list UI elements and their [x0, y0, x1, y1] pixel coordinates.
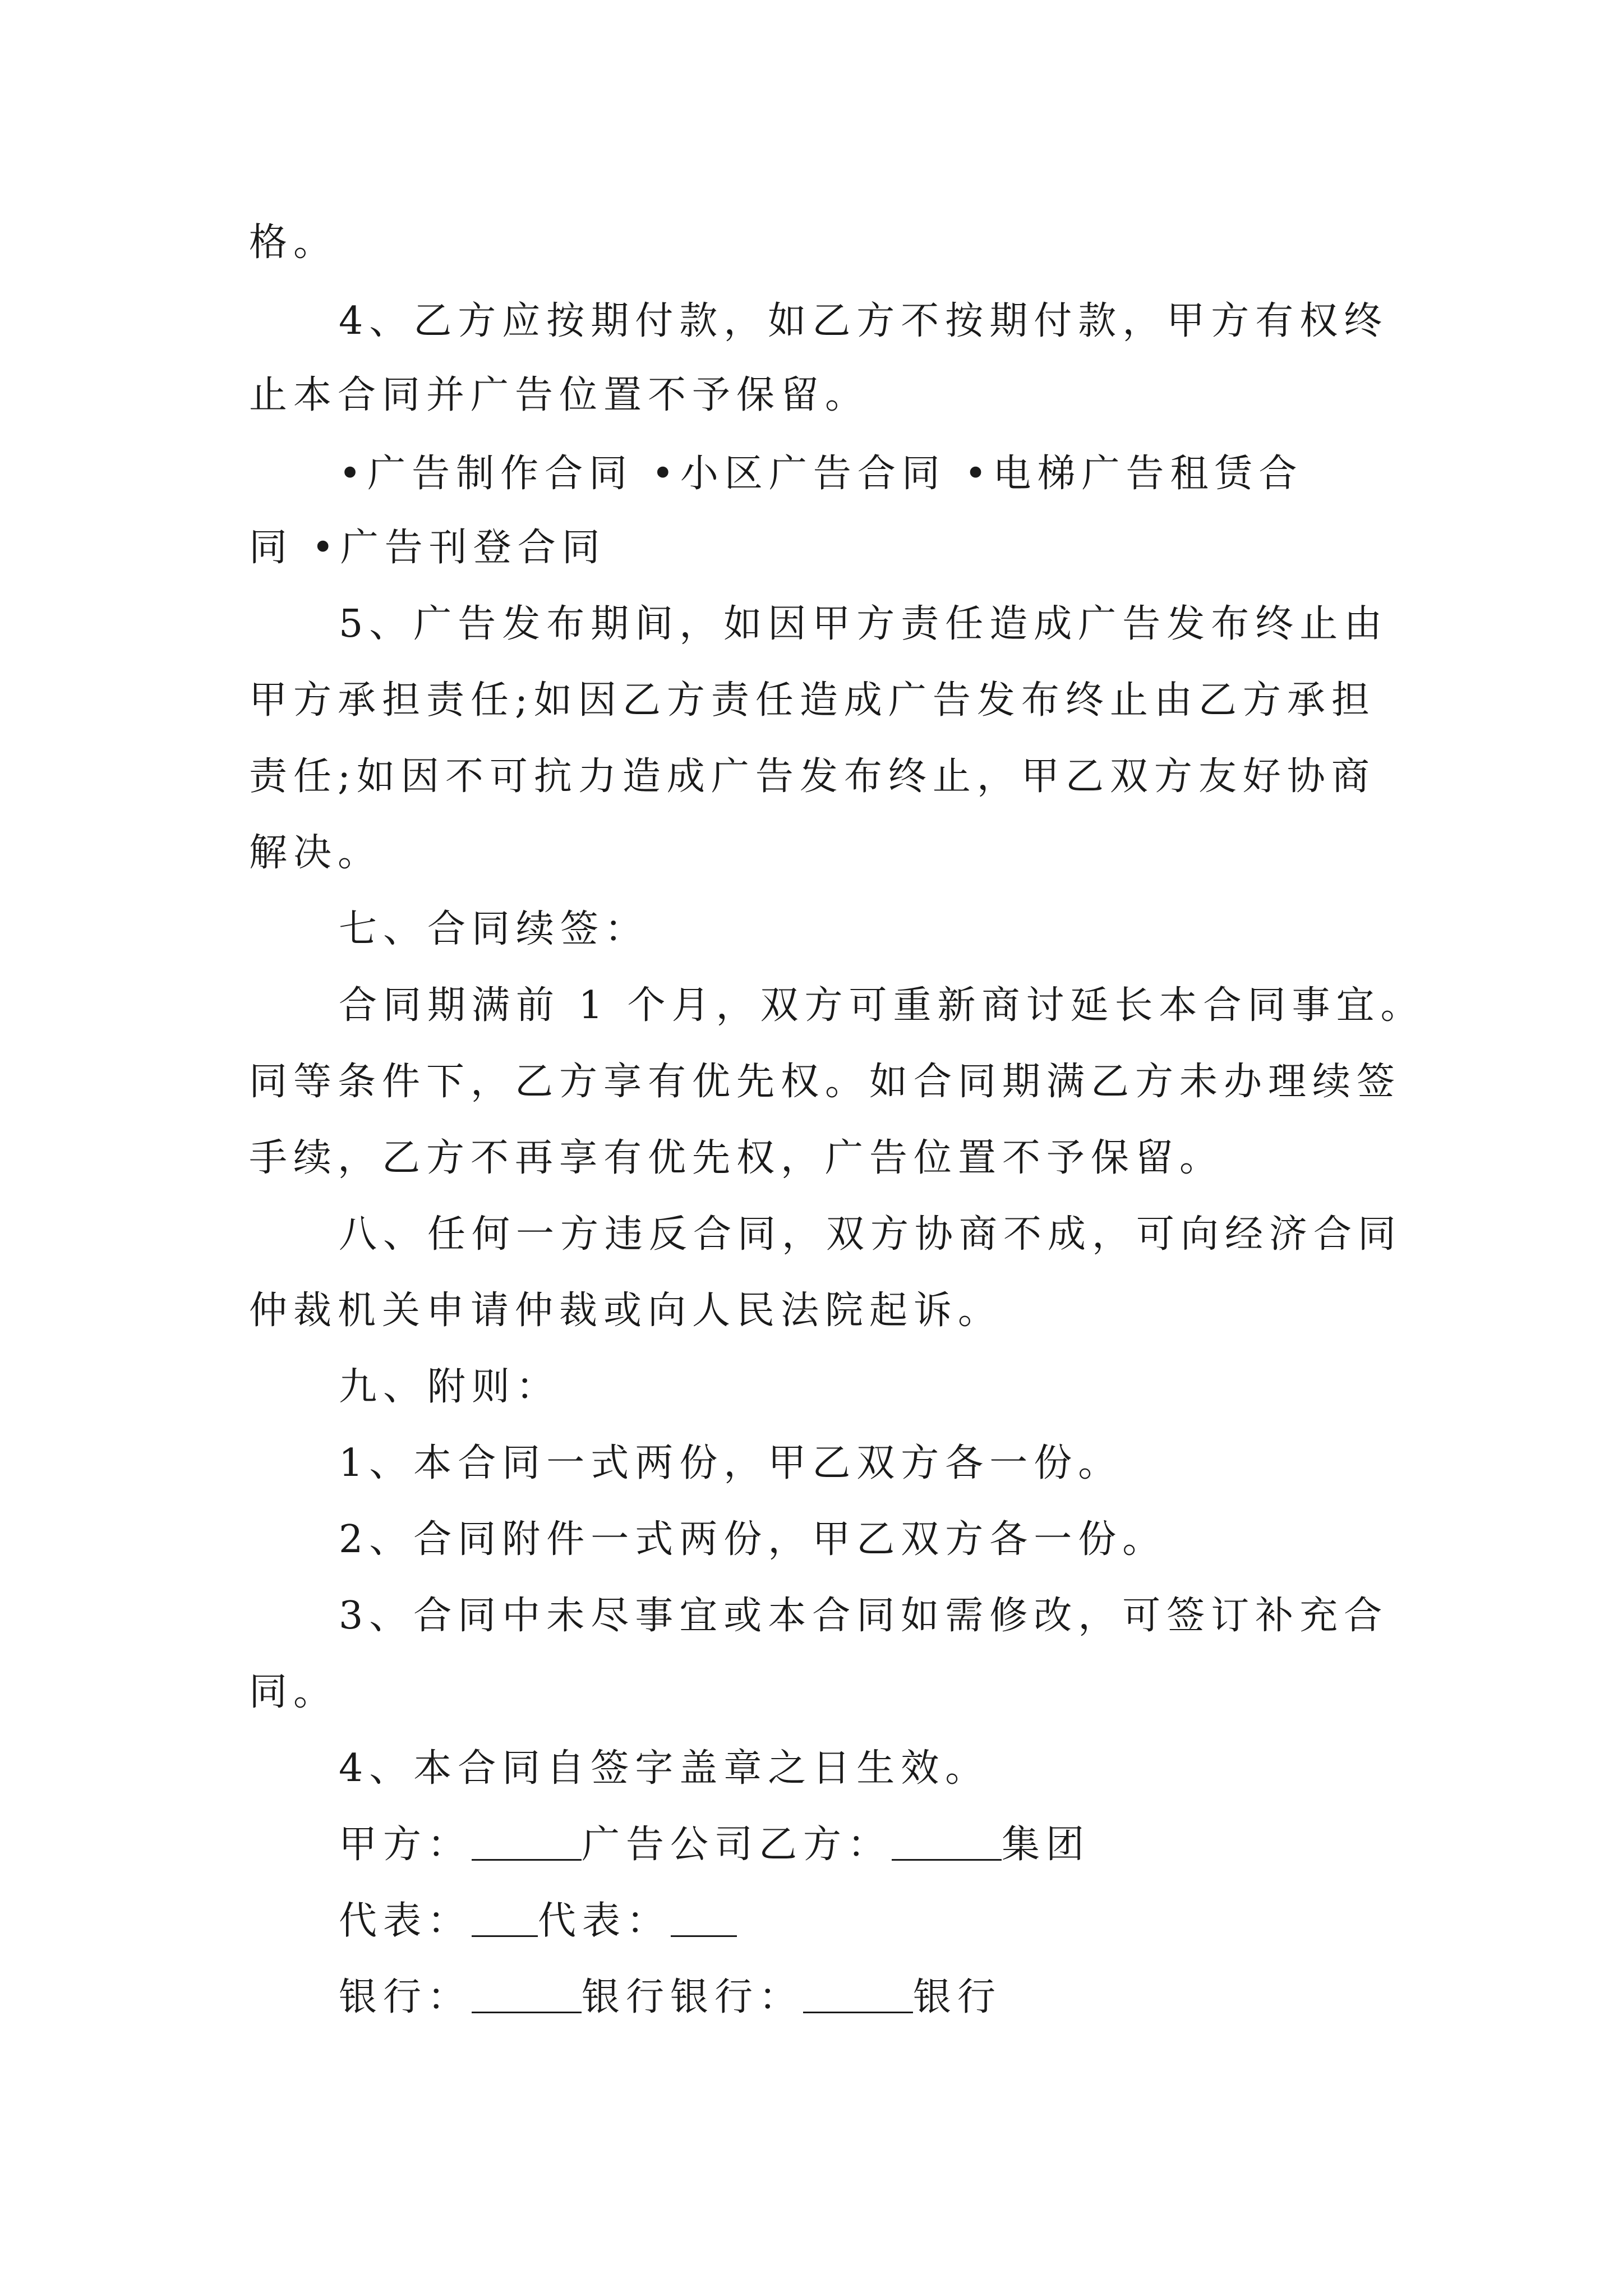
text-line: 合同期满前 1 个月，双方可重新商讨延长本合同事宜。	[339, 983, 1425, 1028]
text-line: 甲方承担责任;如因乙方责任造成广告发布终止由乙方承担	[249, 678, 1376, 723]
text-line: 止本合同并广告位置不予保留。	[249, 373, 870, 417]
related-links-line: •广告制作合同 •小区广告合同 •电梯广告租赁合	[339, 452, 1303, 496]
text-line: 1、本合同一式两份，甲乙双方各一份。	[339, 1441, 1123, 1485]
section-heading: 九、附则：	[339, 1365, 561, 1409]
rep-a-blank[interactable]	[472, 1904, 538, 1937]
bank-b-blank[interactable]	[803, 1980, 913, 2013]
text-line: 4、乙方应按期付款，如乙方不按期付款，甲方有权终	[339, 299, 1389, 343]
rep-b-blank[interactable]	[671, 1904, 737, 1937]
text-line: 手续，乙方不再享有优先权，广告位置不予保留。	[249, 1136, 1224, 1180]
rep-b-label: 代表：	[538, 1899, 671, 1943]
text-line: 解决。	[249, 831, 382, 875]
bank-a-blank[interactable]	[472, 1980, 582, 2013]
signature-line-parties	[339, 1820, 1090, 1870]
party-a-suffix: 广告公司乙方：	[582, 1823, 892, 1867]
text-line: 同等条件下，乙方享有优先权。如合同期满乙方未办理续签	[249, 1060, 1401, 1104]
text-line: 格。	[249, 220, 338, 265]
bank-a-suffix: 银行银行：	[582, 1975, 804, 2019]
party-b-blank[interactable]	[892, 1828, 1002, 1861]
text-line: 5、广告发布期间，如因甲方责任造成广告发布终止由	[339, 602, 1389, 646]
bank-a-label: 银行：	[339, 1975, 472, 2019]
related-links-line: 同 •广告刊登合同	[249, 526, 606, 570]
party-a-label: 甲方：	[339, 1823, 472, 1867]
signature-line-representatives	[339, 1896, 737, 1947]
text-line: 2、合同附件一式两份，甲乙双方各一份。	[339, 1517, 1167, 1562]
text-line: 4、本合同自签字盖章之日生效。	[339, 1746, 990, 1791]
party-a-blank[interactable]	[472, 1828, 582, 1861]
text-line: 3、合同中未尽事宜或本合同如需修改，可签订补充合	[339, 1594, 1389, 1638]
text-line: 责任;如因不可抗力造成广告发布终止，甲乙双方友好协商	[249, 754, 1376, 799]
text-line: 八、任何一方违反合同，双方协商不成，可向经济合同	[339, 1212, 1403, 1257]
text-line: 同。	[249, 1670, 338, 1714]
rep-a-label: 代表：	[339, 1899, 472, 1943]
party-b-suffix: 集团	[1002, 1823, 1091, 1867]
bank-b-suffix: 银行	[913, 1975, 1002, 2019]
section-heading: 七、合同续签：	[339, 907, 649, 951]
signature-line-banks	[339, 1972, 1002, 2023]
text-line: 仲裁机关申请仲裁或向人民法院起诉。	[249, 1289, 1003, 1333]
